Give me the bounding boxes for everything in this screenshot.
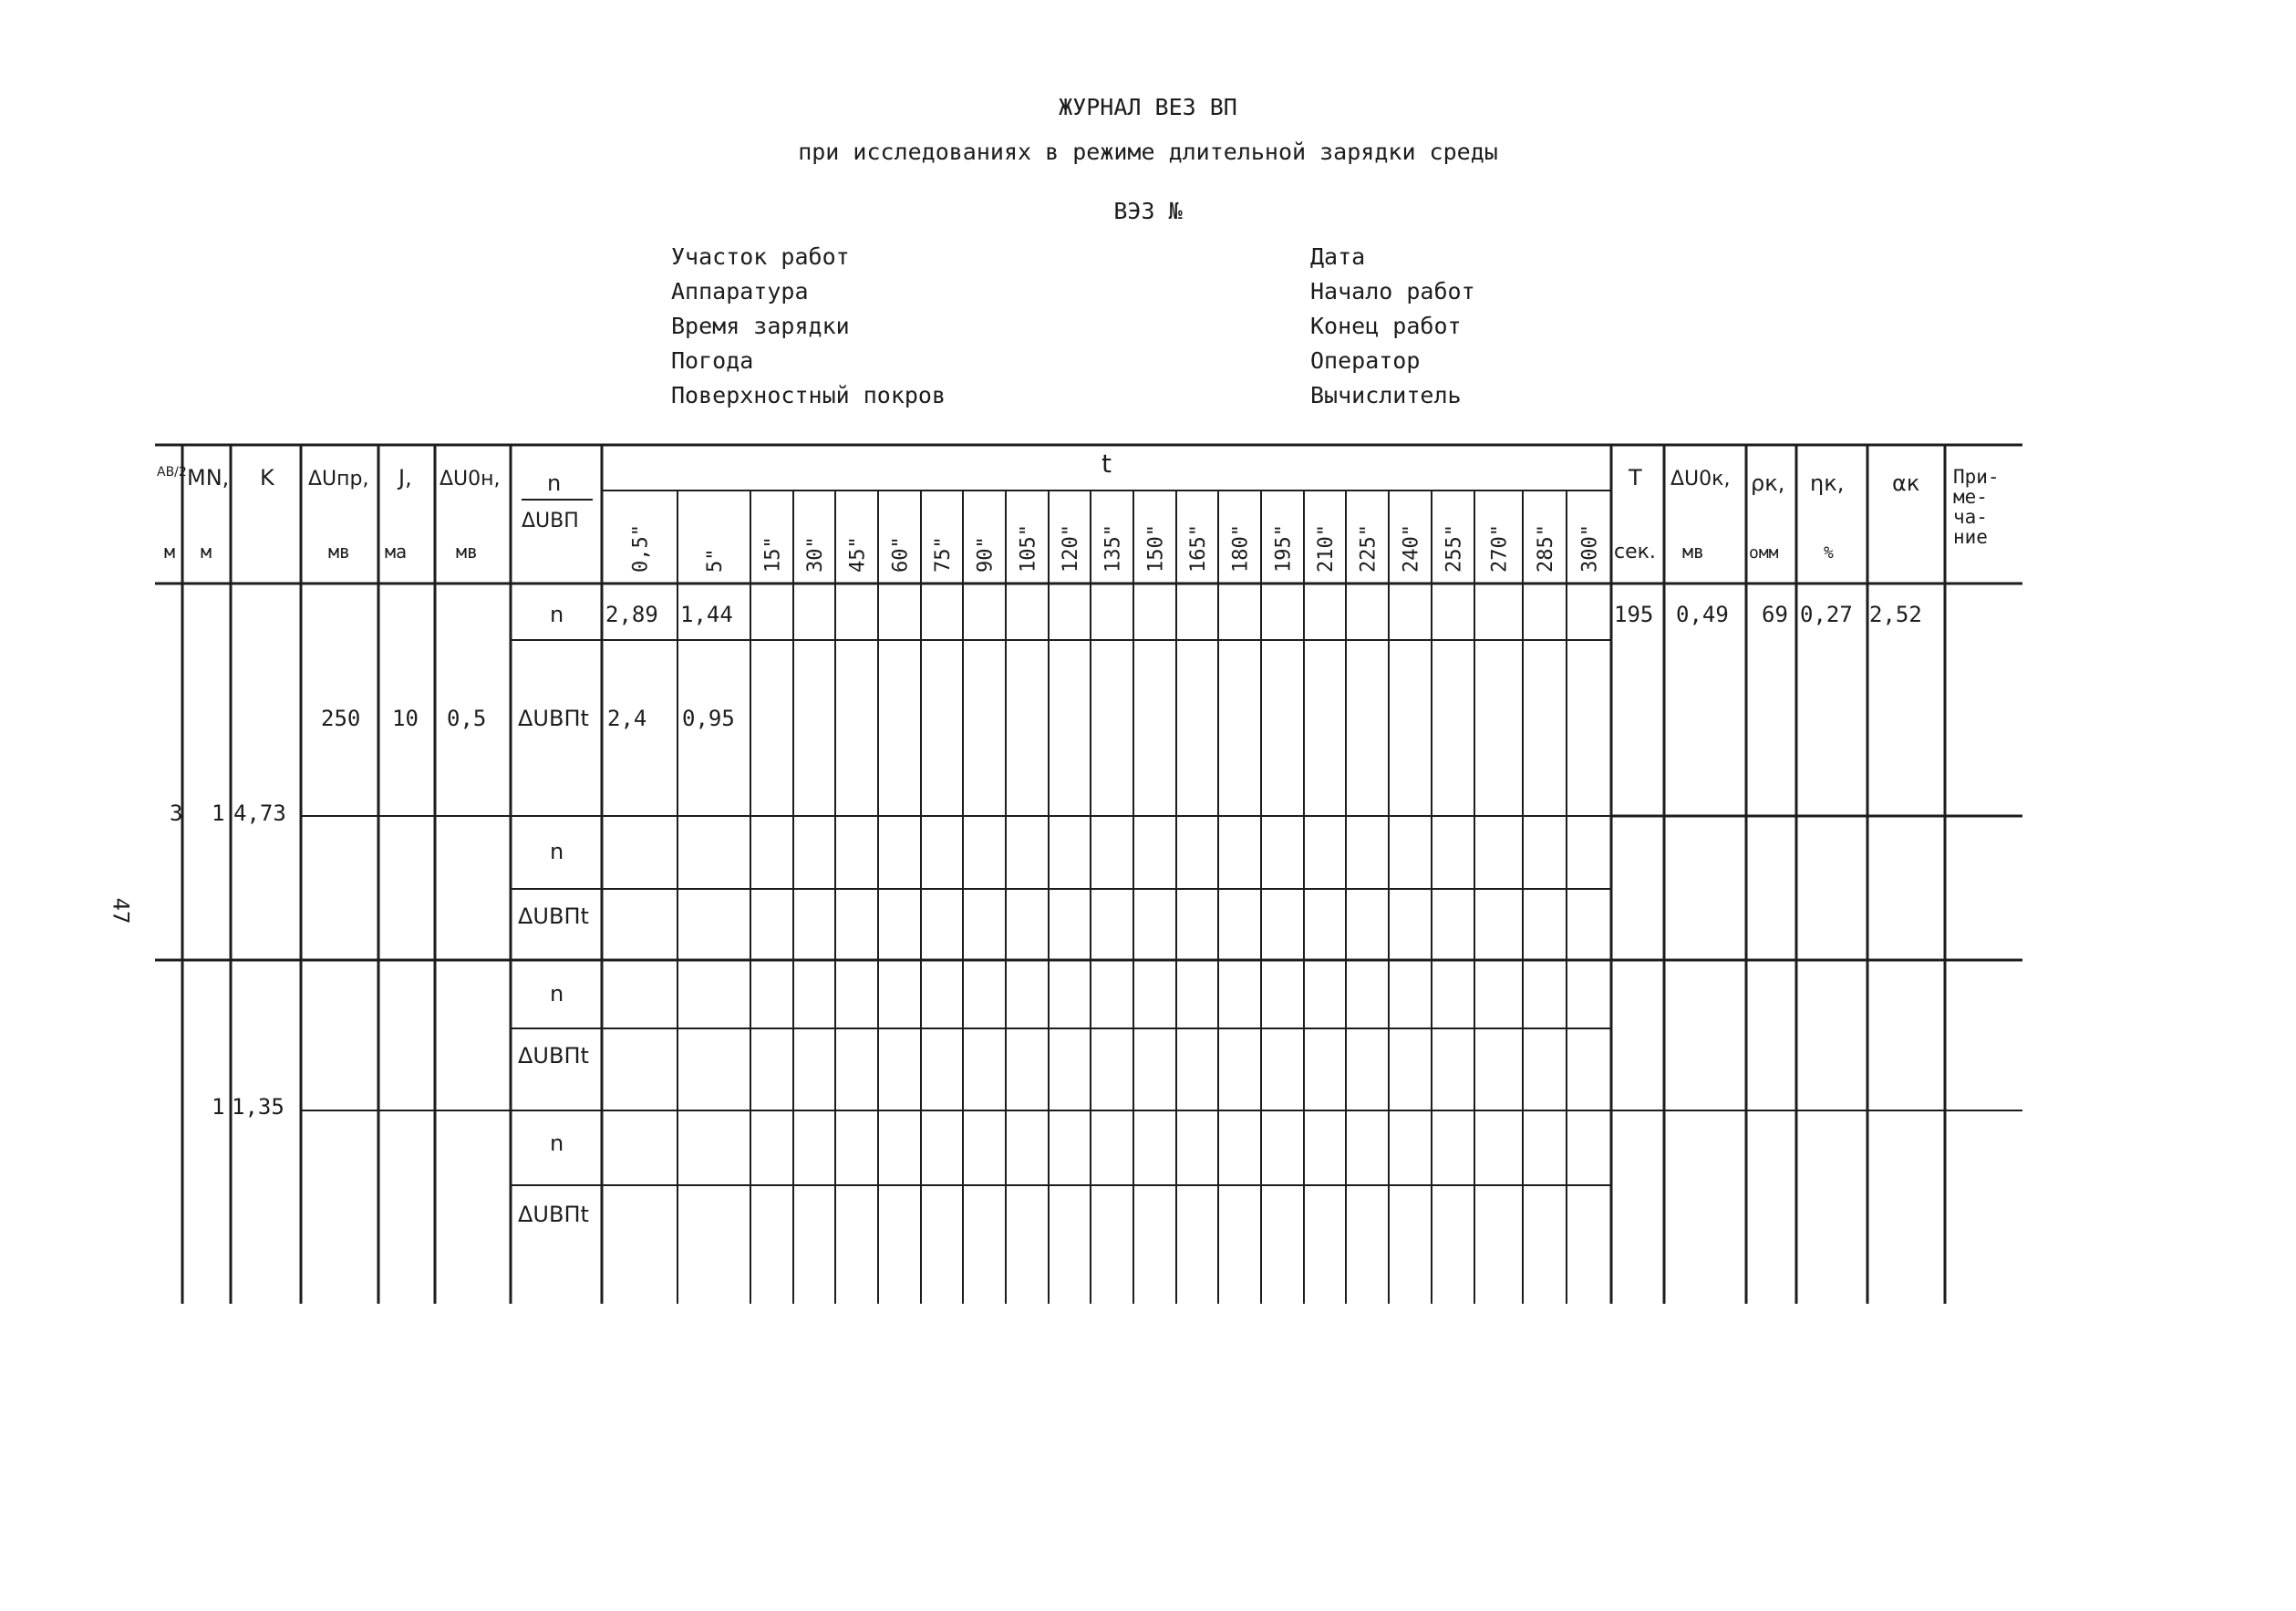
group-1-values	[170, 602, 1922, 826]
g1-du0k: 0,49	[1676, 602, 1729, 627]
row-label-du-3: ΔUВПt	[518, 1043, 589, 1069]
time-col-header: 5"	[704, 548, 727, 573]
page-side-number: 47	[108, 897, 134, 924]
time-col-header: 15"	[761, 536, 785, 573]
g1-du0n: 0,5	[447, 706, 487, 731]
time-col-header: 225"	[1357, 524, 1381, 573]
time-grid	[677, 491, 1567, 1304]
hdr-dupr: ΔUпр,	[308, 468, 369, 491]
row-label-du-1: ΔUВПt	[518, 706, 589, 731]
time-col-header: 270"	[1488, 524, 1512, 573]
hdr-dupr-unit: мв	[328, 541, 351, 563]
g1-k: 4,73	[233, 800, 286, 826]
hdr-eta: ηк,	[1810, 470, 1845, 496]
field-date: Дата	[1310, 243, 1366, 270]
hdr-eta-unit: %	[1824, 543, 1834, 563]
hdr-k: K	[260, 465, 274, 491]
hdr-j-unit: ма	[385, 541, 408, 563]
hdr-mn-unit: м	[201, 541, 212, 563]
time-col-header: 300"	[1578, 524, 1602, 573]
journal-subtitle: при исследованиях в режиме длительной зарядки среды	[798, 139, 1498, 165]
hdr-note-4: ние	[1953, 526, 1988, 548]
field-surface-cover: Поверхностный покров	[671, 382, 946, 408]
field-weather: Погода	[671, 347, 754, 374]
g2-k: 1,35	[232, 1094, 284, 1120]
field-start: Начало работ	[1310, 278, 1475, 305]
time-col-header: 210"	[1315, 524, 1338, 573]
field-charge-time: Время зарядки	[671, 313, 850, 339]
row-labels	[518, 602, 589, 1227]
row-label-n-2: n	[550, 839, 564, 864]
hdr-du0k: ΔU0к,	[1670, 468, 1731, 491]
row-label-n-1: n	[550, 602, 564, 627]
field-calculator: Вычислитель	[1310, 382, 1462, 408]
field-end: Конец работ	[1310, 313, 1462, 339]
g1-du-1: 0,95	[682, 706, 735, 731]
g1-n-1: 1,44	[680, 602, 733, 627]
time-col-header: 120"	[1060, 524, 1082, 573]
time-col-header: 255"	[1443, 524, 1466, 573]
g1-mn: 1	[212, 800, 225, 826]
hdr-t: t	[1101, 449, 1112, 479]
hdr-note-2: ме-	[1953, 486, 1988, 508]
g1-du-0: 2,4	[607, 706, 647, 731]
time-col-header: 150"	[1144, 524, 1168, 573]
g2-mn: 1	[212, 1094, 225, 1120]
time-col-header: 135"	[1101, 524, 1125, 573]
time-col-header: 30"	[804, 536, 827, 573]
hdr-rho-unit: омм	[1749, 543, 1779, 563]
time-col-header: 0,5"	[629, 524, 653, 573]
hdr-note-1: При-	[1953, 466, 2000, 488]
journal-title: ЖУРНАЛ ВЕЗ ВП	[1059, 94, 1237, 120]
hdr-T-unit: сек.	[1614, 541, 1656, 563]
field-operator: Оператор	[1310, 347, 1421, 374]
hdr-n-top: n	[547, 470, 562, 496]
row-label-n-3: n	[550, 981, 564, 1007]
g1-T: 195	[1614, 602, 1654, 627]
hdr-rho: ρк,	[1751, 470, 1785, 496]
field-site: Участок работ	[671, 243, 850, 270]
group-2-values	[212, 1094, 284, 1120]
field-equipment: Аппаратура	[671, 278, 809, 305]
time-col-header: 195"	[1272, 524, 1296, 573]
hdr-ab: AB/2	[157, 465, 187, 480]
row-label-du-4: ΔUВПt	[518, 1202, 589, 1227]
time-col-header: 90"	[974, 536, 998, 573]
time-headers	[630, 524, 1602, 573]
g1-alpha: 2,52	[1869, 602, 1922, 627]
time-col-header: 105"	[1017, 524, 1040, 573]
time-col-header: 285"	[1535, 524, 1557, 573]
hdr-du0n-unit: мв	[456, 541, 479, 563]
hdr-note-3: ча-	[1953, 506, 1988, 528]
time-col-header: 180"	[1229, 524, 1253, 573]
g1-ab: 3	[170, 800, 183, 826]
ves-number: ВЭЗ №	[1113, 198, 1183, 224]
time-col-header: 60"	[889, 536, 913, 573]
g1-n-0: 2,89	[605, 602, 658, 627]
g1-eta: 0,27	[1800, 602, 1853, 627]
hdr-note	[1953, 466, 2011, 548]
time-col-header: 240"	[1400, 524, 1423, 573]
hdr-ab-unit: м	[164, 541, 176, 563]
time-col-header: 75"	[932, 536, 955, 573]
time-col-header: 45"	[846, 536, 870, 573]
hdr-du0k-unit: мв	[1682, 541, 1705, 563]
row-label-du-2: ΔUВПt	[518, 904, 589, 929]
hdr-j: J,	[398, 465, 412, 491]
hdr-du0n: ΔU0н,	[440, 468, 501, 491]
row-label-n-4: n	[550, 1131, 564, 1156]
g1-rho: 69	[1762, 602, 1788, 627]
table-lines	[155, 445, 2022, 1304]
g1-dupr: 250	[321, 706, 361, 731]
hdr-alpha: αк	[1892, 470, 1920, 496]
g1-j: 10	[392, 706, 419, 731]
hdr-mn: MN,	[187, 465, 230, 491]
time-col-header: 165"	[1187, 524, 1210, 573]
hdr-n-bottom: ΔUВП	[522, 510, 579, 532]
hdr-T: T	[1629, 465, 1642, 491]
